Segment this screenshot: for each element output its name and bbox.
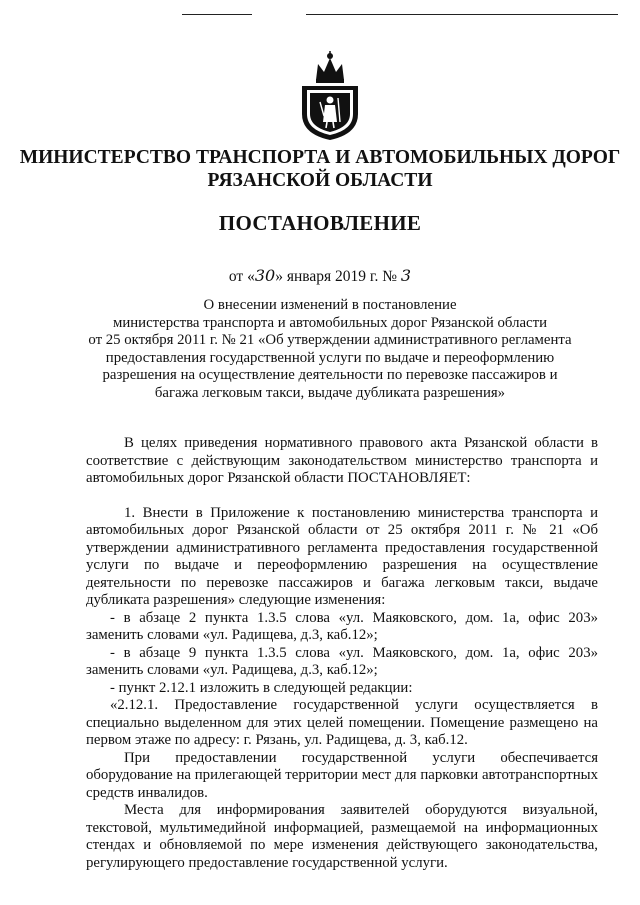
document-number-handwritten: 3 xyxy=(400,266,412,285)
subject-line: багажа легковым такси, выдаче дубликата разрешения» xyxy=(154,384,506,401)
document-type-title: ПОСТАНОВЛЕНИЕ xyxy=(218,211,422,235)
change-item-3: - пункт 2.12.1 изложить в следующей редакции: xyxy=(110,679,413,696)
subject-line: предоставления государственной услуги по выдаче и переоформлению xyxy=(105,349,555,366)
intro-paragraph: В целях приведения нормативного правового акта Рязанской области в соответствие с действующим законодательством министерство транспорта и автомобильных дорог Рязанской области ПОСТАНОВЛЯЕТ: xyxy=(86,435,598,486)
quoted-paragraph-3: Места для информирования заявителей оборудуются визуальной, текстовой, мультимедийной информацией, размещаемой на информационных стендах и обновляемой по мере изменения действующего законодательства, регулирующего предоставление государственной услуги. xyxy=(86,802,598,871)
ministry-name-line2: РЯЗАНСКОЙ ОБЛАСТИ xyxy=(207,170,433,191)
quoted-paragraph-2: При предоставлении государственной услуги обеспечивается оборудование на прилегающей территории мест для парковки автотранспортных средств инвалидов. xyxy=(86,749,598,801)
date-month-year: » января 2019 г. № xyxy=(275,268,398,285)
date-day-handwritten: 30 xyxy=(254,266,276,285)
ministry-name-line1: МИНИСТЕРСТВО ТРАНСПОРТА И АВТОМОБИЛЬНЫХ ДОРОГ xyxy=(19,147,621,168)
subject-line: О внесении изменений в постановление xyxy=(203,297,457,313)
coat-of-arms-icon xyxy=(296,50,364,142)
document-subject xyxy=(60,297,600,402)
date-prefix: от « xyxy=(228,268,255,285)
subject-line: министерства транспорта и автомобильных дорог Рязанской области xyxy=(112,314,547,331)
ministry-name xyxy=(0,146,640,192)
quoted-paragraph-1: «2.12.1. Предоставление государственной услуги осуществляется в специально выделенном для этих целей помещении. Помещение размещено на первом этаже по адресу: г. Рязань, ул. Радищева, д. 3, каб.12. xyxy=(86,697,598,748)
subject-line: разрешения на осуществление деятельности по перевозке пассажиров и xyxy=(102,367,558,383)
top-rule-left xyxy=(182,14,252,15)
top-rule-right xyxy=(306,14,618,15)
document-date-line xyxy=(0,266,640,286)
change-item-1: - в абзаце 2 пункта 1.3.5 слова «ул. Маяковского, дом. 1а, офис 203» заменить словами «ул. Радищева, д.3, каб.12»; xyxy=(86,609,598,643)
document-body xyxy=(86,435,598,872)
item-1-paragraph: 1. Внести в Приложение к постановлению министерства транспорта и автомобильных дорог Рязанской области от 25 октября 2011 г. № 21 «Об утверждении административного регламента предоставления государственной услуги по выдаче и переоформлению разрешения на осуществление деятельности по перевозке пассажиров и багажа легковым такси, выдаче дубликата разрешения» следующие изменения: xyxy=(86,504,598,608)
subject-line: от 25 октября 2011 г. № 21 «Об утверждении административного регламента xyxy=(88,332,572,348)
change-item-2: - в абзаце 9 пункта 1.3.5 слова «ул. Маяковского, дом. 1а, офис 203» заменить словами «ул. Радищева, д.3, каб.12»; xyxy=(86,644,598,678)
